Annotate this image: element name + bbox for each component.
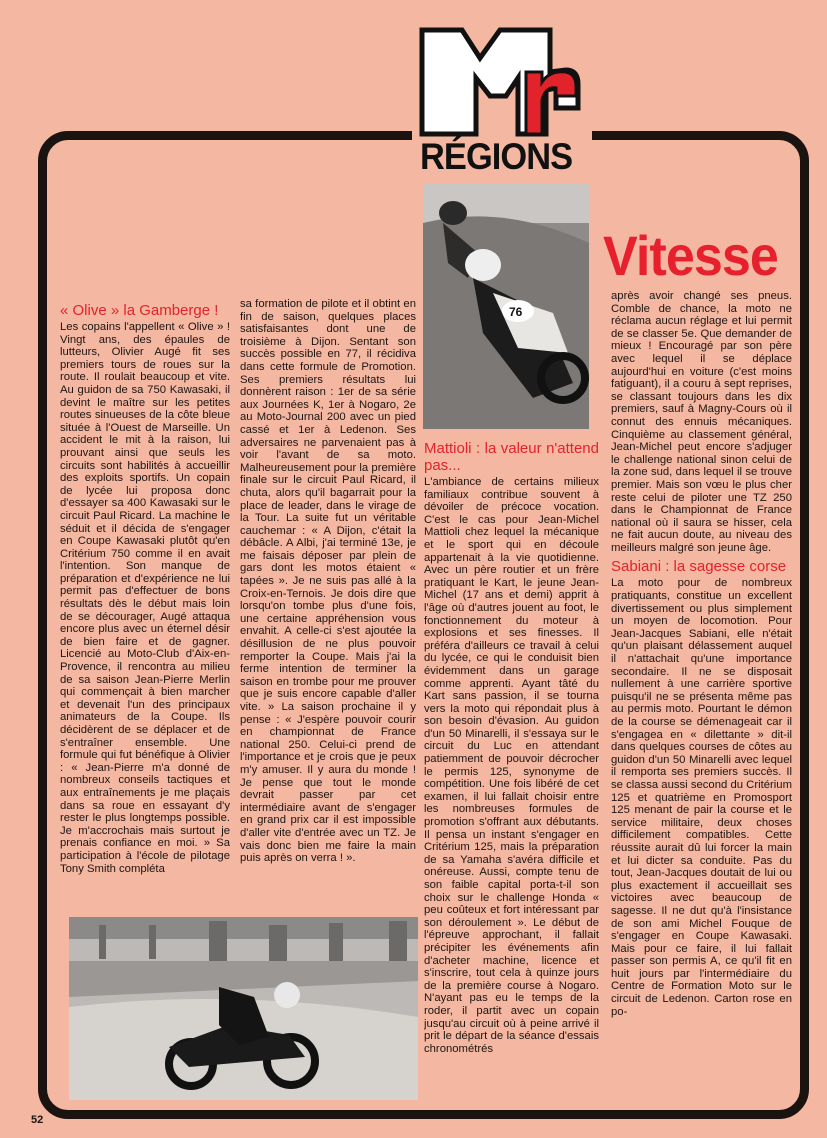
- motorcycle-race-photo-top: [423, 183, 589, 429]
- mattioli-continued-and-sabiani: [611, 290, 792, 1102]
- olive-text-1: Les copains l'appellent « Olive » ! Vingt ans, des épaules de lutteurs, Olivier Augé fit ses premiers tours de roues sur la route. Il roulait beaucoup et vite. Au guidon de sa 750 Kawasaki, il devint le maître sur les petites routes sinueuses de la côte bleue située à l'Ouest de Marseille. Un accident le mit à la raison, lui prouvant ainsi que seuls les circuits sont habilités à accueillir des exploits sportifs. Un copain de lycée lui proposa donc d'essayer sa 400 Kawasaki sur le circuit Paul Ricard. La machine le séduit et il décida de s'engager en Coupe Kawasaki plutôt qu'en Critérium 750 comme il en avait l'intention. Son manque de préparation et d'expérience ne lui permit pas d'effectuer de bons résultats dès le début mais loin de se décourager, Augé attaqua encore plus avec un éternel désir de bien faire et de gagner. Licencié au Moto-Club d'Aix-en-Provence, il rencontra au milieu de sa saison Jean-Pierre Merlin qui commençait à bien marcher et devenait l'un des principaux animateurs de la Coupe. Ils décidèrent de se déplacer et de s'entraîner ensemble. Une formule qui fut bénéfique à Olivier : « Jean-Pierre m'a donné de nombreux conseils tactiques et aux entraînements je me plaçais dans sa roue en essayant d'y rester le plus longtemps possible. Je m'accrochais mais surtout je prenais confiance en moi. » Sa participation à l'école de pilotage Tony Smith compléta: [60, 321, 230, 875]
- sabiani-text: La moto pour de nombreux pratiquants, constitue un excellent divertissement ou plus simplement un moyen de locomotion. Pour Jean-Jacques Sabiani, elle n'était qu'un plaisant délassement auquel il n'attachait qu'une importance secondaire. Il ne se disposait nullement à une carrière sportive puisqu'il ne se présenta même pas au permis moto. Pourtant le démon de la course se démenageait car il s'engagea en « dilettante » dit-il dans quelques courses de côtes au guidon d'un 50 Minarelli avec lequel il remporta ses premiers succès. Il se classa aussi second du Critérium 125 et quatrième en Promosport 125 menant de pair la course et le service militaire, deux choses difficilement compatibles. Cette réussite aurait dû lui forcer la main et lui dicter sa conduite. Pas du tout, Jean-Jacques doutait de lui ou plus exactement il accueillait ses victoires avec beaucoup de sagesse. Il ne dut qu'à l'insistance de son ami Michel Fouque de s'engager en Coupe Kawasaki. Mais pour ce faire, il lui fallait passer son permis A, ce qu'il fit en huit jours par l'intermédiaire du Centre de Formation Moto sur le circuit de Ledenon. Carton rose en po-: [611, 577, 792, 1018]
- page-number: 52: [31, 1114, 44, 1126]
- sabiani-title: Sabiani : la sagesse corse: [611, 558, 787, 576]
- section-title: RÉGIONS: [420, 136, 573, 177]
- mr-logo: [418, 24, 584, 139]
- olive-article-col2: [240, 298, 416, 910]
- mattioli-article: [424, 440, 599, 1102]
- olive-article-col1: [60, 302, 230, 914]
- olive-text-2: sa formation de pilote et il obtint en fin de saison, quelques places satisfaisantes dont une de troisième à Dijon. Sentant son succès possible en 77, il récidiva dans cette formule de Promotion. Ses premiers résultats lui donnèrent raison : 1er de sa série aux Journées K, 1er à Nogaro, 2e au Moto-Journal 200 avec un pied cassé et 1er à Ledenon. Ses adversaires ne parvenaient pas à voir l'avant de sa moto. Malheureusement pour la première finale sur le circuit Paul Ricard, il chuta, alors qu'il bagarrait pour la place de leader, dans le virage de la Tour. La suite fut un véritable cauchemar : « A Dijon, c'était la débâcle. A Albi, j'ai terminé 13e, je me faisais déposer par plein de gars dont les motos étaient « tapées ». Je ne suis pas allé à la Croix-en-Ternois. Je dois dire que lorsqu'on tombe plus d'une fois, une certaine appréhension vous envahit. A celle-ci s'est ajoutée la désillusion de ne plus pouvoir remporter la Coupe. Mais j'ai la ferme intention de terminer la saison en trombe pour me prouver que je suis encore capable d'aller vite. » La saison prochaine il y pense : « J'espère pouvoir courir en championnat de France national 250. Celui-ci prend de l'importance et je crois que je peux m'y amuser. Il y aura du monde ! Je pense que tout le monde devrait passer par cet intermédiaire avant de s'engager en grand prix car il est impossible d'aller vite d'entrée avec un TZ. Je vais donc bien me faire la main puis après on verra ! ».: [240, 298, 416, 865]
- mattioli-text: L'ambiance de certains milieux familiaux contribue souvent à dévoiler de précoce vocation. C'est le cas pour Jean-Michel Mattioli chez lequel la mécanique et le sport qui en découle appartenait à la vie quotidienne. Avec un père routier et un frère pratiquant le Kart, le jeune Jean-Michel (17 ans et demi) apprit à l'âge où d'autres jouent au foot, le fonctionnement du moteur à explosions et ses finesses. Il préféra d'ailleurs ce travail à celui du lycée, ce qui le conduisit bien évidemment dans un garage comme apprenti. Ayant tâté du Kart sans passion, il se tourna vers la moto qui répondait plus à son besoin d'évasion. Au guidon d'un 50 Minarelli, il s'essaya sur le circuit du Luc en attendant patiemment de pouvoir décrocher le permis 125, synonyme de compétition. Une fois libéré de cet examen, il lui fallait choisir entre les nombreuses formules de promotion s'offrant aux débutants. Il pensa un instant s'engager en Critérium 125, mais la préparation de sa Yamaha s'avéra difficile et onéreuse. Aussi, compte tenu de son faible capital porta-t-il son choix sur le challenge Honda « peu coûteux et fort intéressant par son déroulement ». Le début de l'épreuve approchant, il fallait précipiter les événements afin d'acheter machine, licence et s'inscrire, tout cela à quinze jours de la première course à Nogaro. N'ayant pas eu le temps de la roder, il partit avec un copain jusqu'au circuit où à peine arrivé il prit le départ de la séance d'essais chronométrés: [424, 476, 599, 1055]
- category-title: Vitesse: [603, 224, 778, 287]
- olive-title: « Olive » la Gamberge !: [60, 302, 219, 319]
- mattioli-title: Mattioli : la valeur n'attend pas...: [424, 440, 599, 474]
- mattioli-text-continued: après avoir changé ses pneus. Comble de chance, la moto ne réclama aucun réglage et lui permit de se classer 5e. Que demander de mieux ! Encouragé par son père avec lequel il se déplace aujourd'hui en voiture (c'est moins fatiguant), il a couru à sept reprises, se classant toujours dans les dix premiers, sauf à Magny-Cours où il connut des ennuis mécaniques. Cinquième au classement général, Jean-Michel peut encore s'adjuger le challenge national sinon celui de la zone sud, dans lequel il se trouve premier. Mais son vœu le plus cher reste celui de piloter une TZ 250 dans le Championnat de France national où il saura se hisser, cela ne fait aucun doute, au niveau des meilleurs malgré son jeune âge.: [611, 290, 792, 554]
- race-number: 76: [509, 305, 523, 319]
- motorcycle-race-photo-bottom: [69, 917, 418, 1100]
